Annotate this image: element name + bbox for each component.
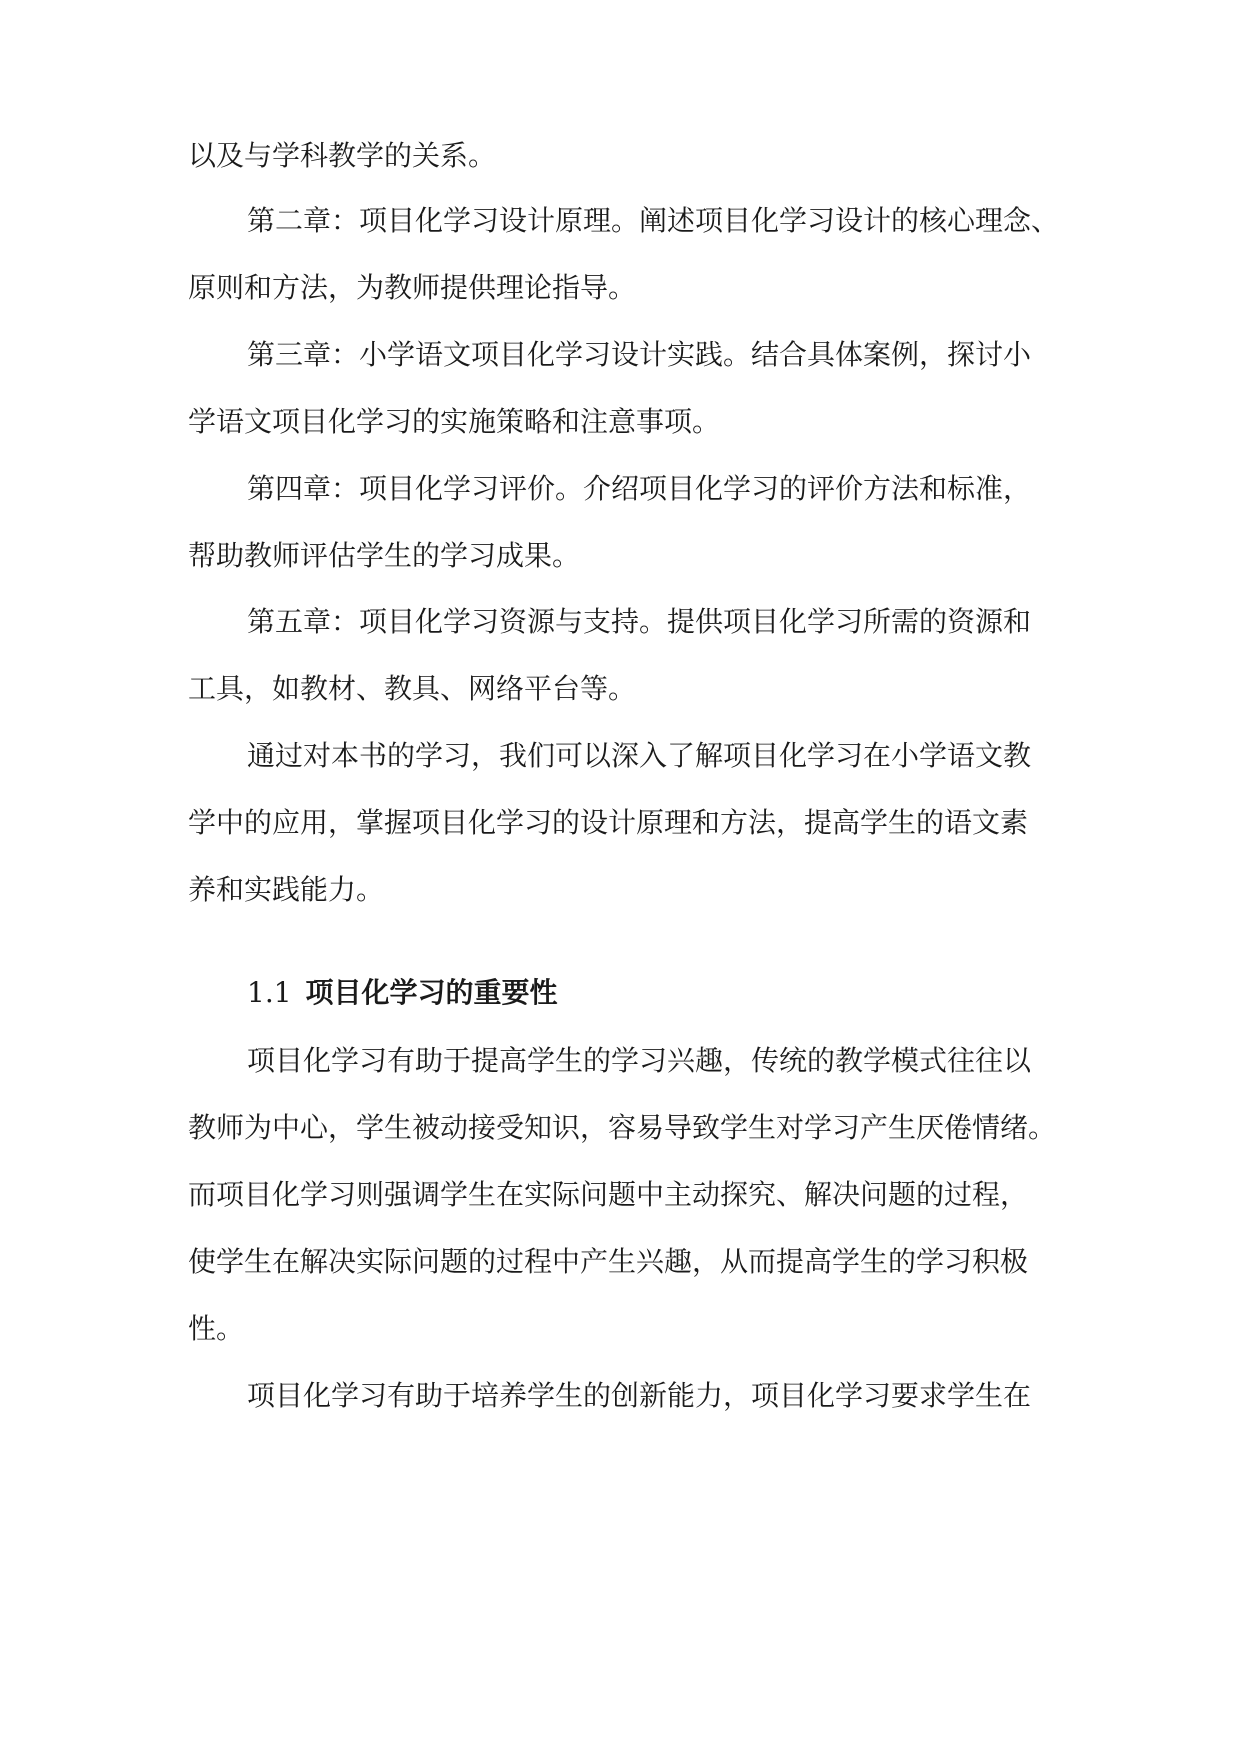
paragraph-line: 使学生在解决实际问题的过程中产生兴趣，从而提高学生的学习积极 <box>188 1245 1029 1278</box>
paragraph-line: 原则和方法，为教师提供理论指导。 <box>188 271 637 304</box>
paragraph-line: 第三章：小学语文项目化学习设计实践。结合具体案例，探讨小 <box>247 338 1032 371</box>
paragraph-line: 帮助教师评估学生的学习成果。 <box>188 539 581 572</box>
paragraph-line: 工具，如教材、教具、网络平台等。 <box>188 672 637 705</box>
paragraph-line: 项目化学习有助于培养学生的创新能力，项目化学习要求学生在 <box>247 1379 1032 1412</box>
paragraph-line: 第五章：项目化学习资源与支持。提供项目化学习所需的资源和 <box>247 605 1032 638</box>
section-heading <box>247 973 558 1013</box>
paragraph-line: 第二章：项目化学习设计原理。阐述项目化学习设计的核心理念、 <box>247 204 1060 237</box>
paragraph-line: 学中的应用，掌握项目化学习的设计原理和方法，提高学生的语文素 <box>188 806 1029 839</box>
paragraph-line: 通过对本书的学习，我们可以深入了解项目化学习在小学语文教 <box>247 739 1032 772</box>
paragraph-line: 教师为中心，学生被动接受知识，容易导致学生对学习产生厌倦情绪。 <box>188 1111 1057 1144</box>
paragraph-line: 养和实践能力。 <box>188 873 385 906</box>
paragraph-line: 以及与学科教学的关系。 <box>188 139 497 172</box>
section-number: 1.1 <box>247 976 292 1009</box>
paragraph-line: 项目化学习有助于提高学生的学习兴趣，传统的教学模式往往以 <box>247 1044 1032 1077</box>
section-title: 项目化学习的重要性 <box>305 976 558 1009</box>
paragraph-line: 而项目化学习则强调学生在实际问题中主动探究、解决问题的过程， <box>188 1178 1029 1211</box>
paragraph-line: 学语文项目化学习的实施策略和注意事项。 <box>188 405 721 438</box>
paragraph-line: 第四章：项目化学习评价。介绍项目化学习的评价方法和标准， <box>247 472 1032 505</box>
paragraph-line: 性。 <box>188 1312 245 1345</box>
